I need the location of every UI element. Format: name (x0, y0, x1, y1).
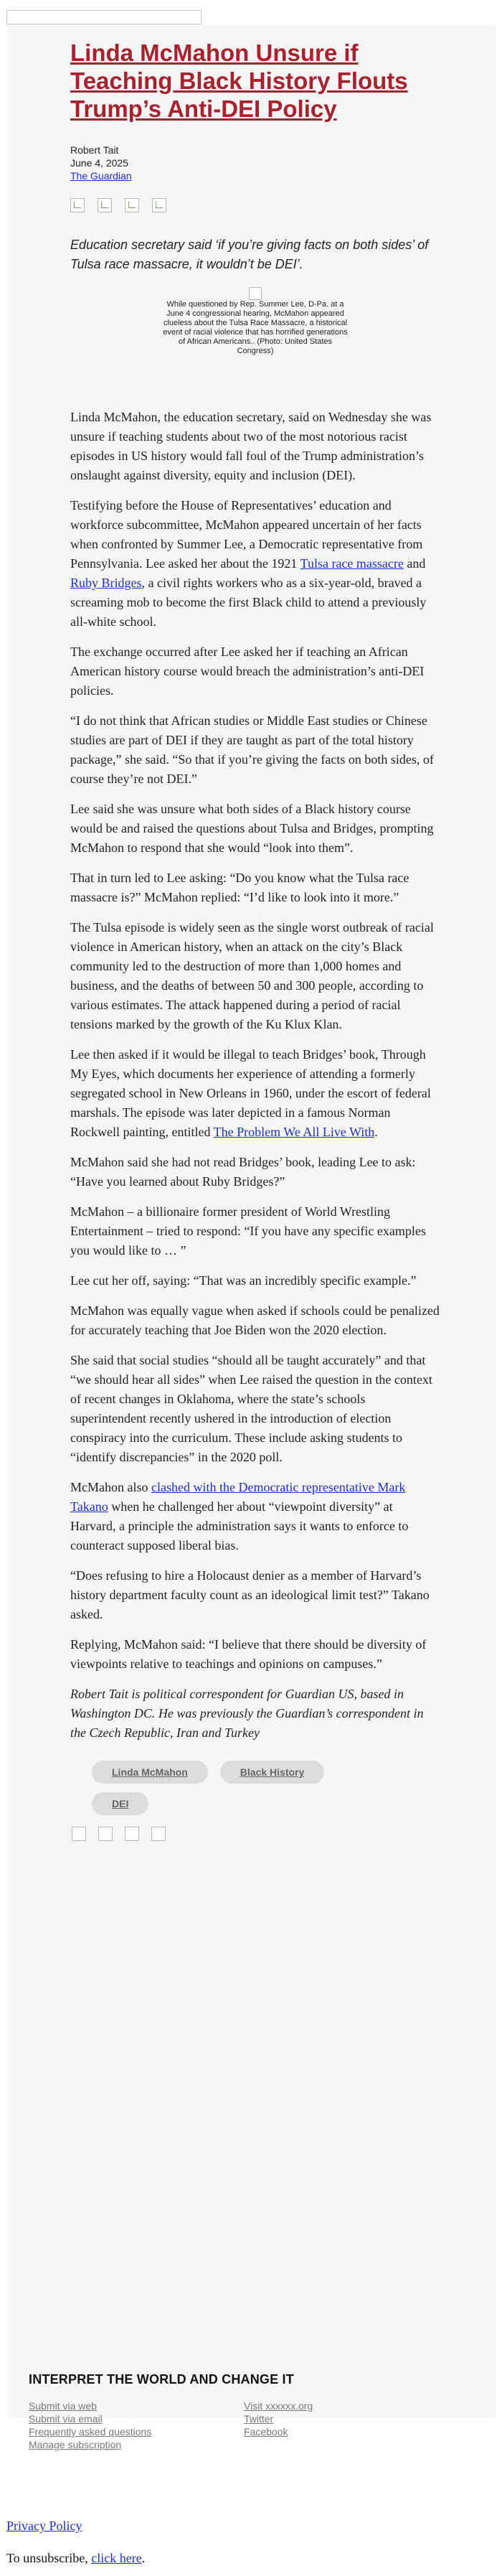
faq-link[interactable]: Frequently asked questions (29, 2426, 152, 2437)
paragraph: Lee cut her off, saying: “That was an incredibly specific example.” (70, 1273, 417, 1288)
share-twitter-icon[interactable] (98, 198, 112, 212)
article-figure (162, 287, 349, 356)
standfirst: Education secretary said ‘if you’re giving facts on both sides’ of Tulsa race massacre, it wouldn’t be DEI’. (70, 238, 429, 271)
paragraph: McMahon said she had not read Bridges’ book, leading Lee to ask: “Have you learned about Ruby Bridges?” (70, 1155, 416, 1189)
ruby-bridges-link[interactable]: Ruby Bridges (70, 576, 142, 590)
paragraph: “I do not think that African studies or Middle East studies or Chinese studies are part of DEI if they are taught as part of the total history package,” she said. “So that if you’re giving the facts on both sides, of course they’re not DEI.” (70, 713, 434, 786)
footer (29, 2372, 459, 2451)
unsubscribe-link[interactable]: click here (91, 2551, 142, 2565)
header-image (6, 10, 202, 24)
article-body (70, 408, 440, 1743)
submit-web-link[interactable]: Submit via web (29, 2400, 97, 2412)
tag-list (92, 1761, 364, 1815)
share-facebook-icon[interactable] (72, 1827, 86, 1841)
paragraph: She said that social studies “should all be taught accurately” and that “we should hear all sides” when Lee raised the question in the context of recent changes in Oklahoma, where the state’s schools superintendent recently ushered in the introduction of election conspiracy into the curriculum. These include asking students to “identify discrepancies” in the 2020 poll. (70, 1353, 432, 1464)
footer-heading: INTERPRET THE WORLD AND CHANGE IT (29, 2372, 294, 2387)
author: Robert Tait (70, 144, 119, 156)
twitter-link[interactable]: Twitter (244, 2413, 274, 2425)
paragraph: Replying, McMahon said: “I believe that there should be diversity of viewpoints relative to teachings and opinions on campuses.” (70, 1637, 427, 1671)
paragraph: The Tulsa episode is widely seen as the single worst outbreak of racial violence in American history, when an attack on the city’s Black community led to the destruction of more than 1,000 homes and business, and the deaths of between 50 and 300 people, according to various estimates. The attack happened during a period of racial tensions marked by the growth of the Ku Klux Klan. (70, 920, 434, 1031)
share-link-icon[interactable] (152, 198, 166, 212)
paragraph: “Does refusing to hire a Holocaust denier as a member of Harvard’s history department faculty count as an ideological limit test?” Takano asked. (70, 1568, 430, 1621)
share-icons (70, 198, 440, 212)
visit-site-link[interactable]: Visit xxxxxx.org (244, 2400, 313, 2412)
tag-linda-mcmahon[interactable]: Linda McMahon (92, 1761, 208, 1784)
tag-black-history[interactable]: Black History (220, 1761, 324, 1784)
facebook-link[interactable]: Facebook (244, 2426, 288, 2437)
privacy-row (6, 2519, 82, 2534)
paragraph: That in turn led to Lee asking: “Do you know what the Tulsa race massacre is?” McMahon replied: “I’d like to look into it more.” (70, 871, 409, 904)
paragraph: The exchange occurred after Lee asked her if teaching an African American history course would breach the administration’s anti-DEI policies. (70, 645, 425, 698)
share-facebook-icon[interactable] (70, 198, 85, 212)
manage-subscription-link[interactable]: Manage subscription (29, 2439, 122, 2450)
paragraph: McMahon also clashed with the Democratic representative Mark Takano when he challenged her about “viewpoint diversity” at Harvard, a principle the administration says it wants to enforce to counteract supposed liberal bias. (70, 1480, 409, 1552)
share-link-icon[interactable] (151, 1827, 166, 1841)
takano-link[interactable]: clashed with the Democratic representative Mark Takano (70, 1480, 406, 1514)
share-email-icon[interactable] (125, 1827, 139, 1841)
painting-link[interactable]: The Problem We All Live With (213, 1125, 375, 1139)
submit-email-link[interactable]: Submit via email (29, 2413, 103, 2425)
paragraph: Testifying before the House of Representatives’ education and workforce subcommittee, McMahon appeared uncertain of her facts when confronted by Summer Lee, a Democratic representative from Pennsylvania. Lee asked her about the 1921 Tulsa race massacre and Ruby Bridges, a civil rights workers who as a six-year-old, braved a screaming mob to become the first Black child to attend a previously all-white school. (70, 498, 427, 629)
paragraph: Lee then asked if it would be illegal to teach Bridges’ book, Through My Eyes, which documents her experience of attending a formerly segregated school in New Orleans in 1960, under the escort of federal marshals. The episode was later depicted in a famous Norman Rockwell painting, entitled The Problem We All Live With. (70, 1047, 431, 1139)
unsubscribe-row: To unsubscribe, click here. (6, 2551, 146, 2565)
share-twitter-icon[interactable] (98, 1827, 113, 1841)
paragraph: Lee said she was unsure what both sides of a Black history course would be and raised the questions about Tulsa and Bridges, prompting McMahon to respond that she would “look into them”. (70, 802, 434, 855)
article-title[interactable]: Linda McMahon Unsure if Teaching Black History Flouts Trump’s Anti-DEI Policy (70, 39, 408, 122)
source-link[interactable]: The Guardian (70, 170, 132, 182)
bottom-share-icons (72, 1827, 440, 1841)
image-caption: While questioned by Rep. Summer Lee, D-Pa. at a June 4 congressional hearing, McMahon appeared clueless about the Tulsa Race Massacre, a historical event of racial violence that has horrified generations of African Americans.. (Photo: United States Congress) (163, 300, 348, 355)
publish-date: June 4, 2025 (70, 157, 128, 169)
share-email-icon[interactable] (125, 198, 139, 212)
article-container (7, 24, 496, 2418)
footer-left-links (29, 2399, 244, 2451)
author-bio: Robert Tait is political correspondent for Guardian US, based in Washington DC. He was previously the Guardian’s correspondent in the Czech Republic, Iran and Turkey (70, 1687, 424, 1740)
tulsa-link[interactable]: Tulsa race massacre (300, 556, 404, 571)
paragraph: McMahon – a billionaire former president of World Wrestling Entertainment – tried to respond: “If you have any specific examples you would like to … ” (70, 1204, 426, 1257)
privacy-policy-link[interactable]: Privacy Policy (6, 2519, 82, 2533)
footer-right-links (244, 2399, 459, 2451)
paragraph: Linda McMahon, the education secretary, said on Wednesday she was unsure if teaching students about two of the most notorious racist episodes in US history would fall foul of the Trump administration’s onslaught against diversity, equity and inclusion (DEI). (70, 410, 432, 482)
broken-image-icon (249, 287, 262, 300)
tag-dei[interactable]: DEI (92, 1792, 148, 1815)
paragraph: McMahon was equally vague when asked if schools could be penalized for accurately teaching that Joe Biden won the 2020 election. (70, 1303, 440, 1337)
